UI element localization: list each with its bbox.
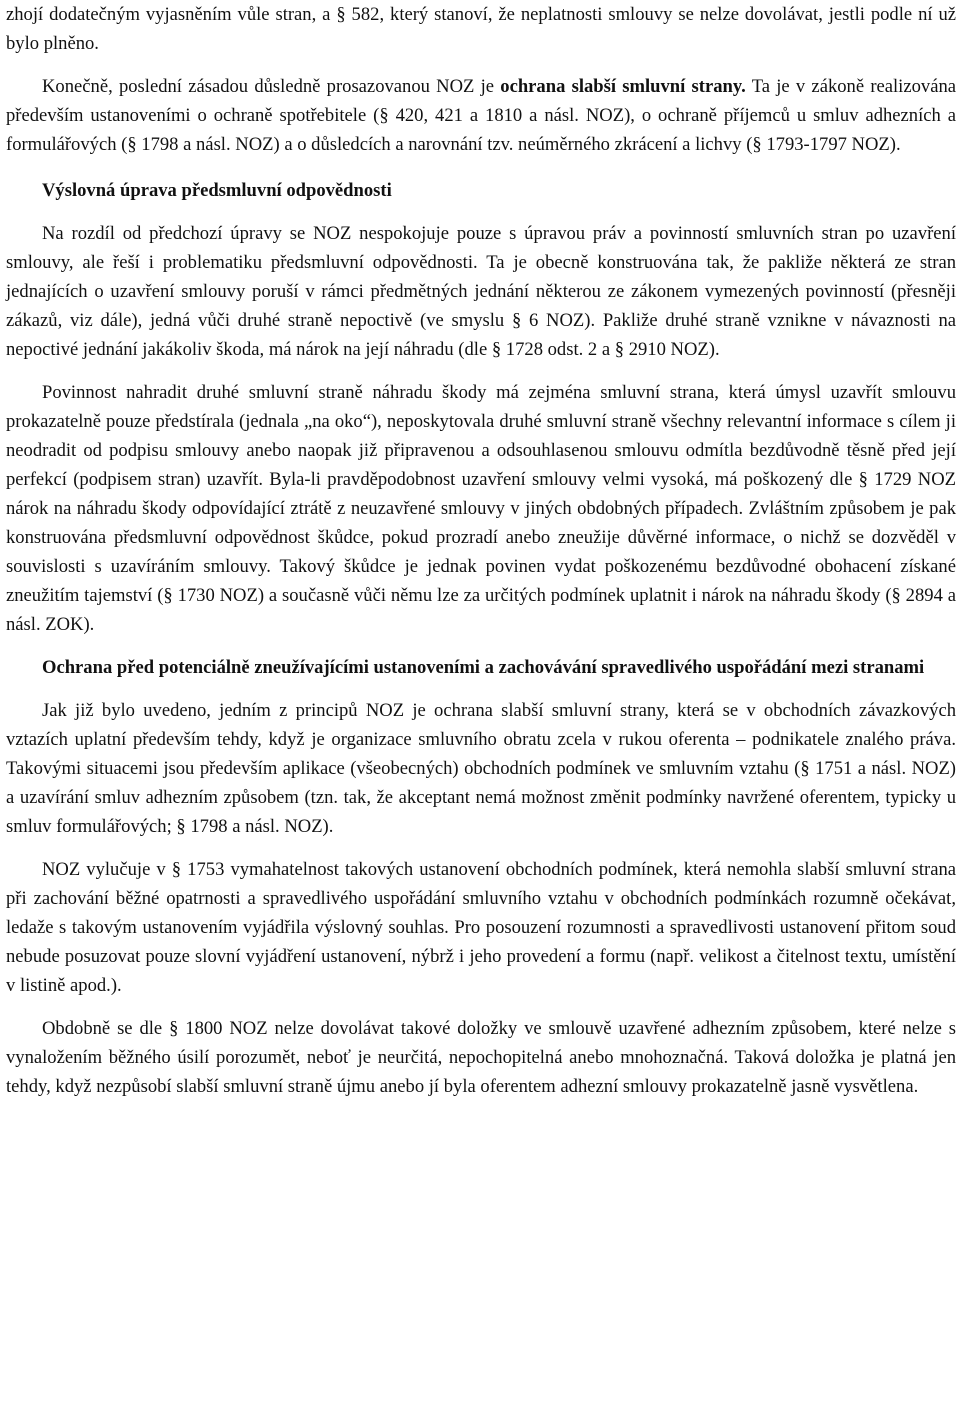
paragraph-damages-obligation: Povinnost nahradit druhé smluvní straně náhradu škody má zejména smluvní strana, která úmysl uzavřít smlouvu prokazatelně pouze předstírala (jednala „na oko“), neposkytovala druhé smluvní straně všechny relevantní informace s cílem ji neodradit od podpisu smlouvy anebo naopak již připravenou a odsouhlasenou smlouvu odmítla bezdůvodně těsně před její perfekcí (podpisem stran) uzavřít. Byla-li pravděpodobnost uzavření smlouvy velmi vysoká, má poškozený dle § 1729 NOZ nárok na náhradu škody odpovídající ztrátě z neuzavřené smlouvy v jiných obdobných případech. Zvláštním způsobem je pak konstruována předsmluvní odpovědnost škůdce, pokud prozradí anebo zneužije důvěrné informace, o nichž se dozvěděl v souvislosti s uzavíráním smlouvy. Takový škůdce je jednak povinen vydat poškozenému bezdůvodné obohacení získané zneužitím tajemství (§ 1730 NOZ) a současně vůči němu lze za určitých podmínek uplatnit i nárok na náhradu škody (§ 2894 a násl. ZOK). xyxy=(6,382,956,635)
paragraph-weaker-party-rest: Ta je v zákoně realizována především ustanoveními o ochraně spotřebitele (§ 420, 421 a 1810 a násl. NOZ), o ochraně příjemců u smluv adhezních a formulářových (§ 1798 a násl. NOZ) a o důsledcích a narovnání tzv. neúměrného zkrácení a lichvy (§ 1793-1797 NOZ). xyxy=(6,76,957,155)
emphasis-weaker-party: ochrana slabší smluvní strany. xyxy=(500,76,746,97)
paragraph-weaker-party-principle: Jak již bylo uvedeno, jedním z principů NOZ je ochrana slabší smluvní strany, která se v obchodních závazkových vztazích uplatní především tehdy, když je organizace smluvního obratu zcela v rukou oferenta – podnikatele znalého práva. Takovými situacemi jsou především aplikace (všeobecných) obchodních podmínek ve smluvním vztahu (§ 1751 a násl. NOZ) a uzavírání smluv adhezním způsobem (tzn. tak, že akceptant nemá možnost změnit podmínky navržené oferentem, typicky u smluv formulářových; § 1798 a násl. NOZ). xyxy=(6,700,956,837)
paragraph-adhesion-clauses: Obdobně se dle § 1800 NOZ nelze dovolávat takové doložky ve smlouvě uzavřené adhezním způsobem, které nelze s vynaložením běžného úsilí porozumět, neboť je neurčitá, nepochopitelná anebo mnohoznačná. Taková doložka je platná jen tehdy, když nezpůsobí slabší smluvní straně újmu anebo jí byla oferentem adhezní smlouvy prokazatelně jasně vysvětlena. xyxy=(6,1018,956,1097)
paragraph-weaker-party xyxy=(6,72,956,159)
paragraph-weaker-party-intro: Konečně, poslední zásadou důsledně prosazovanou NOZ je xyxy=(42,76,501,97)
heading-precontractual-liability: Výslovná úprava předsmluvní odpovědnosti xyxy=(42,180,392,201)
paragraph-continuation: zhojí dodatečným vyjasněním vůle stran, a § 582, který stanoví, že neplatnosti smlouvy se nelze dovolávat, jestli podle ní už bylo plněno. xyxy=(6,4,956,54)
paragraph-precontractual-intro: Na rozdíl od předchozí úpravy se NOZ nespokojuje pouze s úpravou práv a povinností smluvních stran po uzavření smlouvy, ale řeší i problematiku předsmluvní odpovědnosti. Ta je obecně konstruována tak, že pakliže některá ze stran jednajících o uzavření smlouvy poruší v rámci předmětných jednání některou ze zákonem vymezených povinností (přesněji zákazů, viz dále), jedná vůči druhé straně nepoctivě (ve smyslu § 6 NOZ). Pakliže druhé straně vznikne v návaznosti na nepoctivé jednání jakákoliv škoda, má nárok na její náhradu (dle § 1728 odst. 2 a § 2910 NOZ). xyxy=(6,223,956,360)
paragraph-business-terms: NOZ vylučuje v § 1753 vymahatelnost takových ustanovení obchodních podmínek, která nemohla slabší smluvní strana při zachování běžné opatrnosti a spravedlivého uspořádání smluvního vztahu v obchodních podmínkách rozumně očekávat, ledaže s takovým ustanovením vyjádřila výslovný souhlas. Pro posouzení rozumnosti a spravedlivosti ustanovení přitom soud nebude posuzovat pouze slovní vyjádření ustanovení, nýbrž i jeho provedení a formu (např. velikost a čitelnost textu, umístění v listině apod.). xyxy=(6,859,956,996)
heading-abusive-clauses: Ochrana před potenciálně zneužívajícími ustanoveními a zachovávání spravedlivého uspořádání mezi stranami xyxy=(42,657,925,678)
